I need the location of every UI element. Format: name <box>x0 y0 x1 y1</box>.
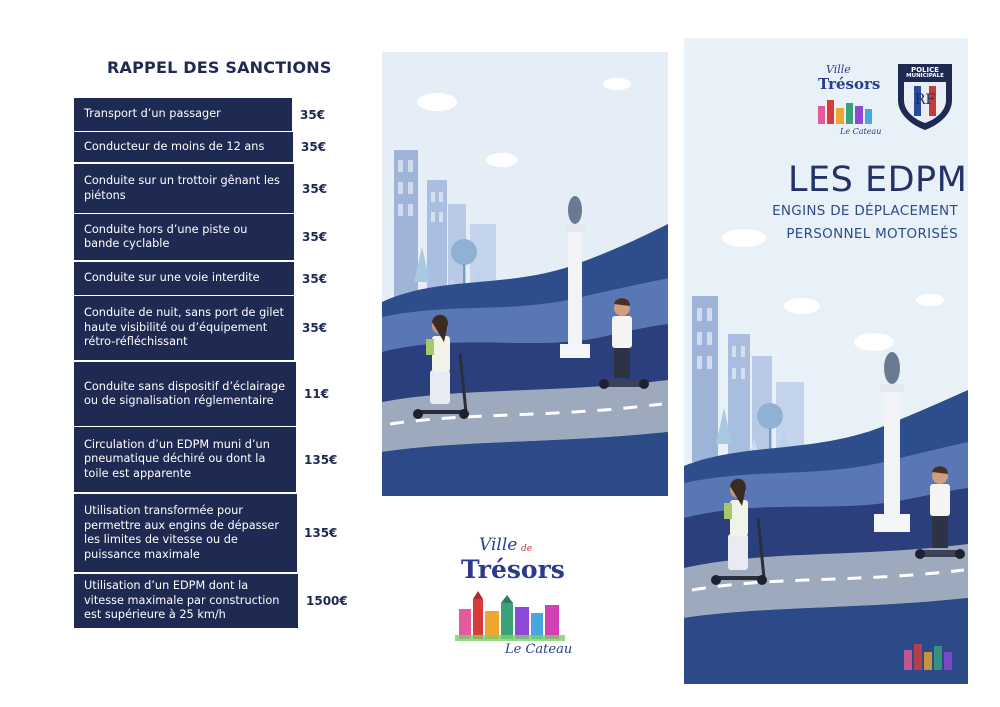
sanction-amount: 35€ <box>302 181 328 196</box>
back-cover-illustration <box>382 52 668 496</box>
sanction-row <box>74 494 374 572</box>
sanction-row <box>74 132 374 162</box>
cover-logo-tresors-text: Trésors <box>818 75 881 93</box>
sanction-label: Utilisation d’un EDPM dont la vitesse maximale par construction est supérieure à 25 km/h <box>74 574 298 628</box>
logo-ville-text: Ville <box>479 535 518 555</box>
sanction-row <box>74 214 374 260</box>
sanction-label: Conduite sur un trottoir gênant les piétons <box>74 164 294 213</box>
logo-de-text: de <box>521 544 533 554</box>
logo-city-text: Le Cateau <box>505 642 573 657</box>
sanction-amount: 35€ <box>302 230 328 244</box>
sanction-label: Conducteur de moins de 12 ans <box>74 132 293 162</box>
sanction-row <box>74 427 374 492</box>
sanction-row <box>74 574 374 628</box>
sanctions-title: RAPPEL DES SANCTIONS <box>107 58 332 77</box>
badge-initials: RF <box>914 92 936 108</box>
sanction-amount: 135€ <box>304 452 338 467</box>
sanction-row <box>74 362 374 426</box>
sanction-amount: 1500€ <box>306 594 348 608</box>
sanction-amount: 35€ <box>300 107 326 122</box>
sanction-amount: 11€ <box>304 387 330 401</box>
sanction-label: Utilisation transformée pour permettre aux engins de dépasser les limites de vitesse ou de puissance maximale <box>74 494 297 572</box>
sanction-label: Conduite sur une voie interdite <box>74 262 294 295</box>
cover-title: LES EDPM <box>788 160 968 200</box>
cover-logo-ville-text: Ville <box>826 63 851 76</box>
sanction-label: Transport d’un passager <box>74 98 292 131</box>
sanction-amount: 135€ <box>304 526 338 540</box>
cover-subtitle-line1: ENGINS DE DÉPLACEMENT <box>772 203 958 219</box>
city-scene-illustration <box>382 52 668 496</box>
badge-line1: POLICE <box>910 66 940 74</box>
cover-logo-skyline <box>816 98 880 126</box>
sanction-amount: 35€ <box>302 321 328 335</box>
sanction-label: Conduite sans dispositif d’éclairage ou de signalisation réglementaire <box>74 362 296 426</box>
cover-subtitle-line2: PERSONNEL MOTORISÉS <box>786 226 958 242</box>
sanction-row <box>74 262 374 295</box>
sanction-row <box>74 164 374 213</box>
ville-de-tresors-logo <box>455 535 575 660</box>
sanction-row <box>74 296 374 360</box>
cover-logo-city-text: Le Cateau <box>840 127 882 136</box>
cover-ville-logo <box>816 64 888 144</box>
front-cover-panel <box>684 38 968 684</box>
sanction-label: Conduite de nuit, sans port de gilet haute visibilité ou d’équipement rétro-réfléchissant <box>74 296 294 360</box>
sanction-amount: 35€ <box>302 271 328 286</box>
sanction-label: Circulation d’un EDPM muni d’un pneumatique déchiré ou dont la toile est apparente <box>74 427 296 492</box>
sanction-row <box>74 98 374 131</box>
sanction-amount: 35€ <box>301 140 327 154</box>
logo-tresors-text: Trésors <box>461 555 565 584</box>
badge-line2: MUNICIPALE <box>906 73 944 79</box>
police-municipale-badge <box>896 60 954 132</box>
sanction-label: Conduite hors d’une piste ou bande cyclable <box>74 214 294 260</box>
